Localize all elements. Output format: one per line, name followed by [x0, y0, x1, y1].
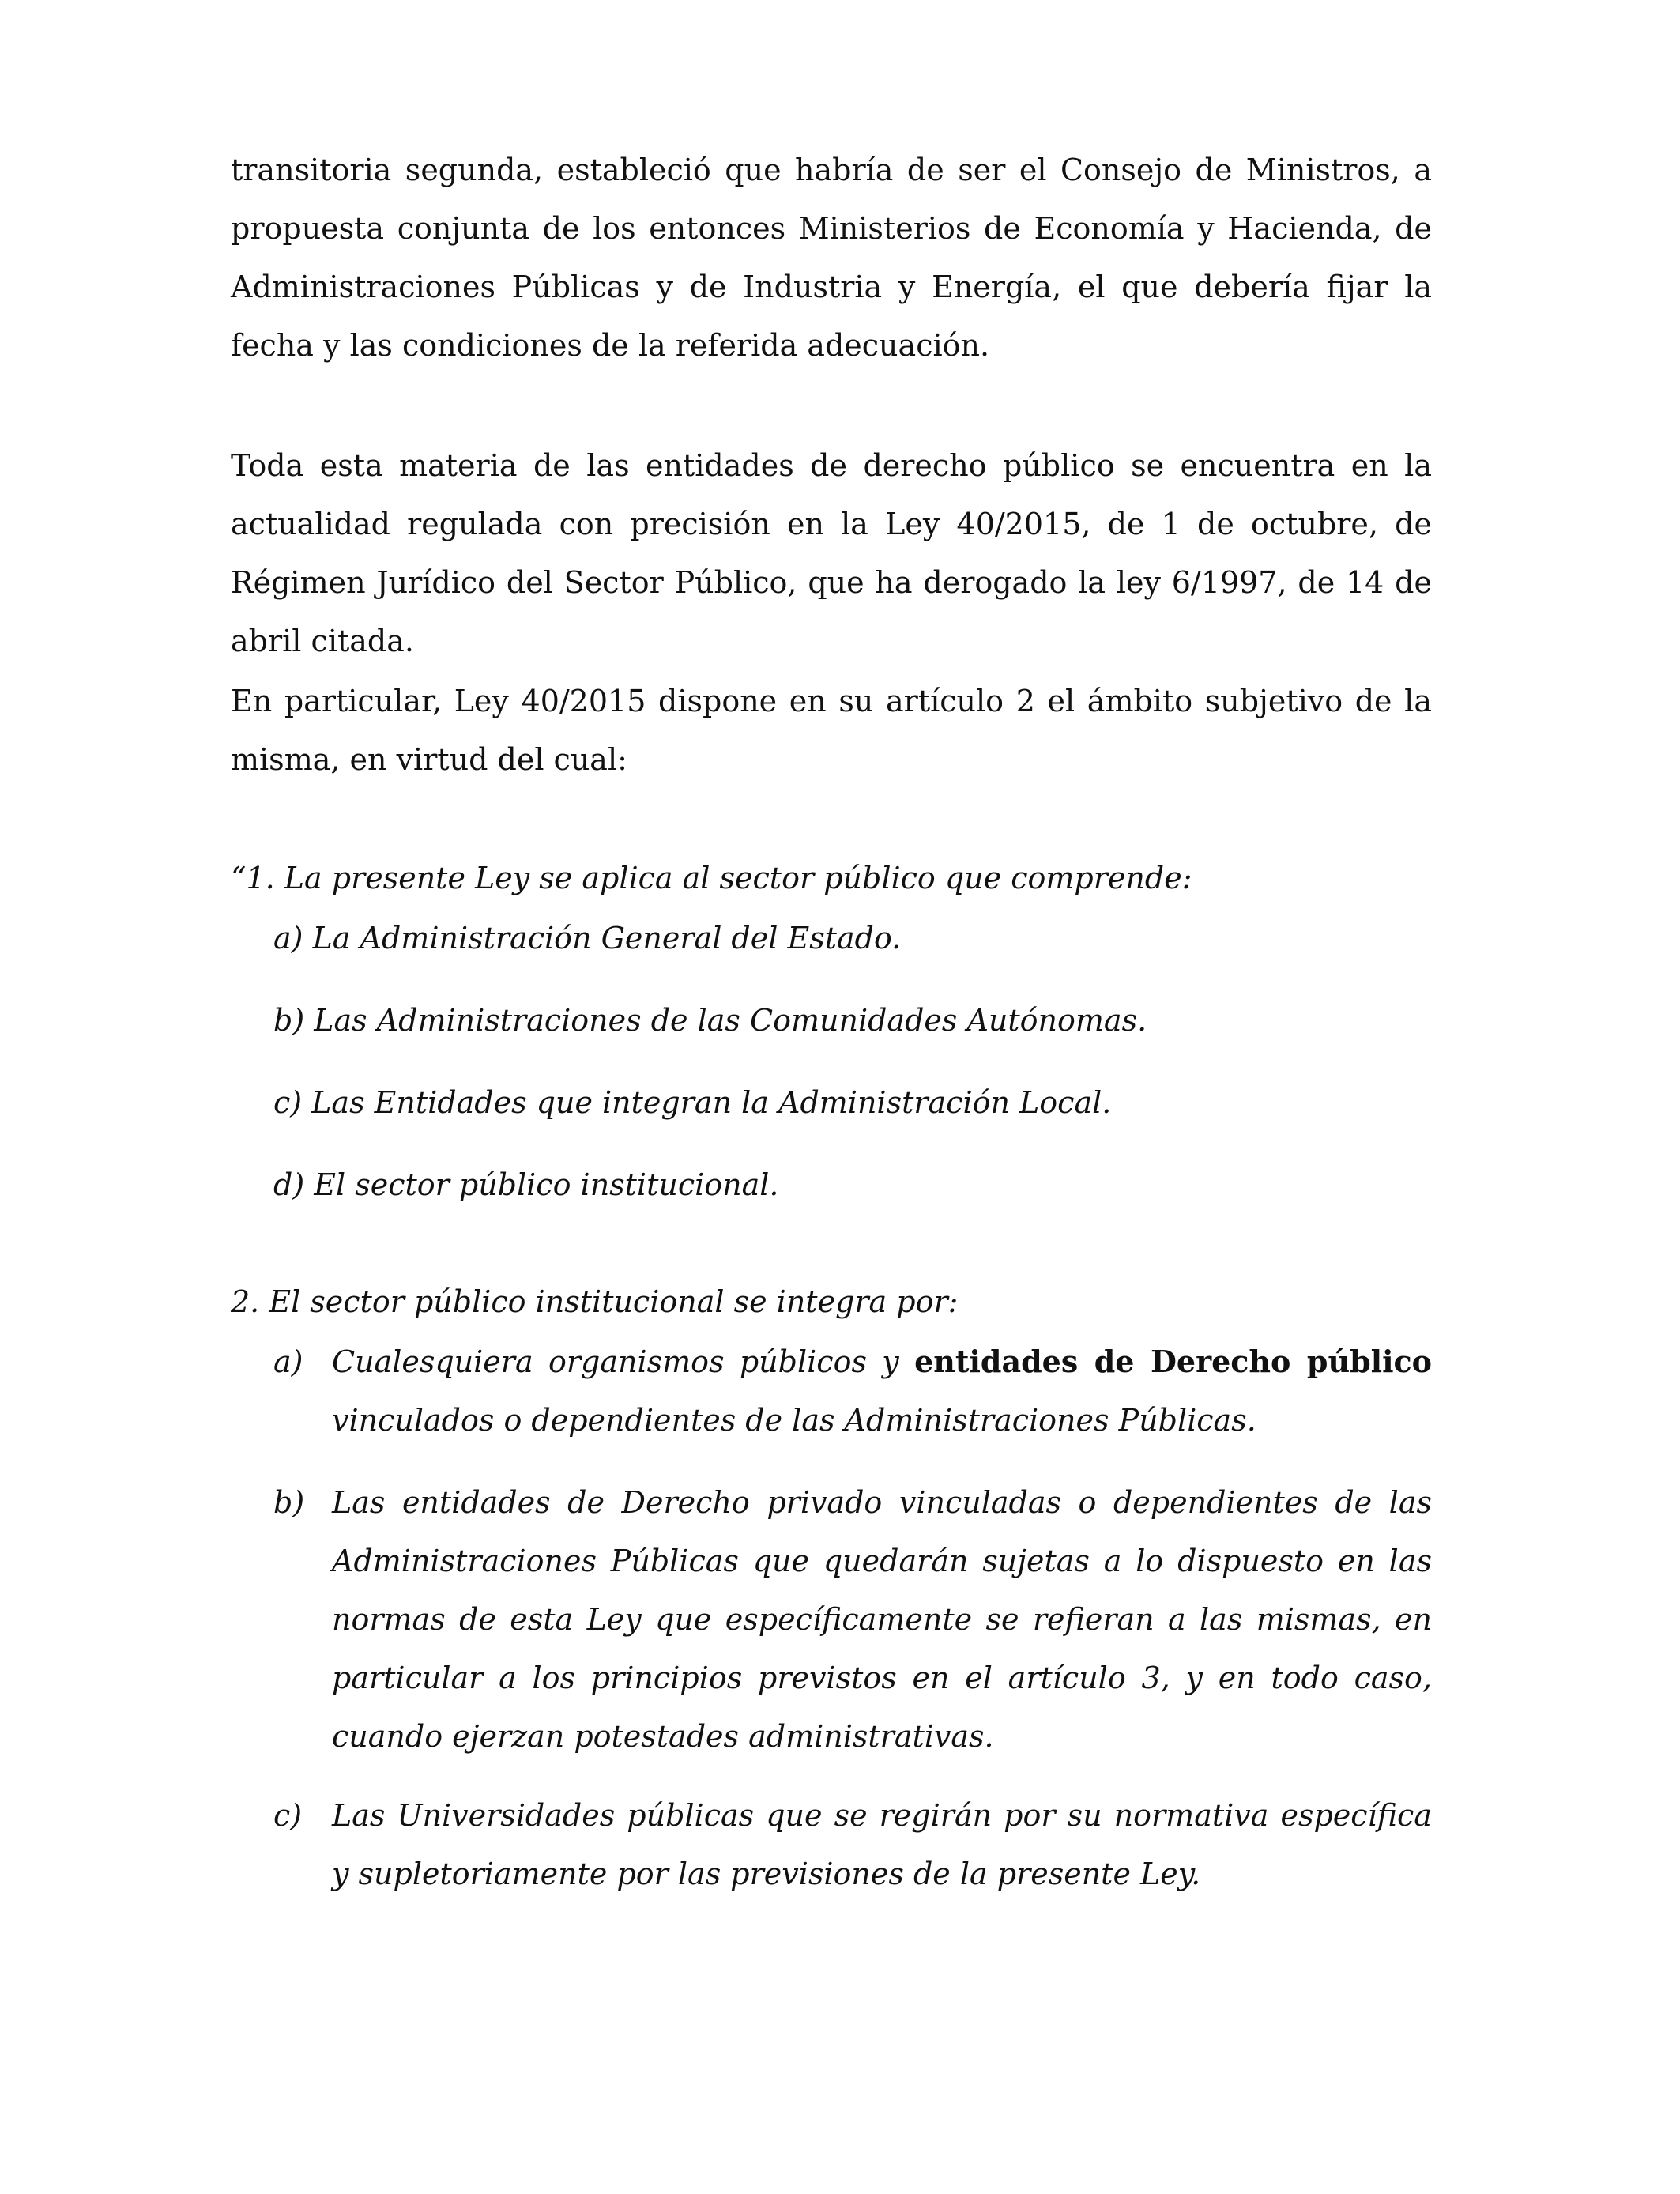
list-item-text: Las entidades de Derecho privado vinculadas o dependientes de las Administraciones Públicas que quedarán sujetas a lo dispuesto en las normas de esta Ley que específicamente se refieran a las mismas, en particular a los principios previstos en el artículo 3, y en todo caso, cuando ejerzan potestades administrativas. — [332, 1485, 1432, 1754]
list-marker: b) — [273, 1485, 305, 1520]
list-marker: a) — [273, 1344, 303, 1379]
paragraph-transitoria: transitoria segunda, estableció que habría de ser el Consejo de Ministros, a propuesta conjunta de los entonces Ministerios de Economía y Hacienda, de Administraciones Públicas y de Industria y Energía, el que debería fijar la fecha y las condiciones de la referida adecuación. — [231, 153, 1432, 363]
paragraph-ambito-subjetivo: En particular, Ley 40/2015 dispone en su artículo 2 el ámbito subjetivo de la misma, en virtud del cual: — [231, 684, 1432, 777]
quote-section-1-heading: “1. La presente Ley se aplica al sector público que comprende: — [231, 861, 1192, 895]
list-item-text — [332, 1333, 1432, 1449]
quote-section-1-item-c: c) Las Entidades que integran la Administración Local. — [273, 1085, 1112, 1120]
quote-section-2-item-c — [273, 1786, 1432, 1903]
quote-section-2-item-a — [273, 1333, 1432, 1449]
quote-section-2-heading: 2. El sector público institucional se integra por: — [231, 1284, 959, 1319]
quote-section-1-item-d: d) El sector público institucional. — [273, 1167, 779, 1202]
quote-section-1-item-b: b) Las Administraciones de las Comunidades Autónomas. — [273, 1003, 1147, 1038]
list-item-text: Las Universidades públicas que se regirán por su normativa específica y supletoriamente por las previsiones de la presente Ley. — [332, 1798, 1432, 1891]
list-marker: c) — [273, 1798, 303, 1833]
list-item-text-end: vinculados o dependientes de las Administraciones Públicas. — [332, 1403, 1256, 1438]
paragraph-ley-40-2015: Toda esta materia de las entidades de derecho público se encuentra en la actualidad regulada con precisión en la Ley 40/2015, de 1 de octubre, de Régimen Jurídico del Sector Público, que ha derogado la ley 6/1997, de 14 de abril citada. — [231, 448, 1432, 658]
list-item-text-start: Cualesquiera organismos públicos y — [332, 1344, 915, 1379]
quote-section-1-item-a: a) La Administración General del Estado. — [273, 921, 902, 956]
quote-section-2-item-b — [273, 1473, 1432, 1766]
bold-emphasis: entidades de Derecho público — [914, 1344, 1433, 1379]
